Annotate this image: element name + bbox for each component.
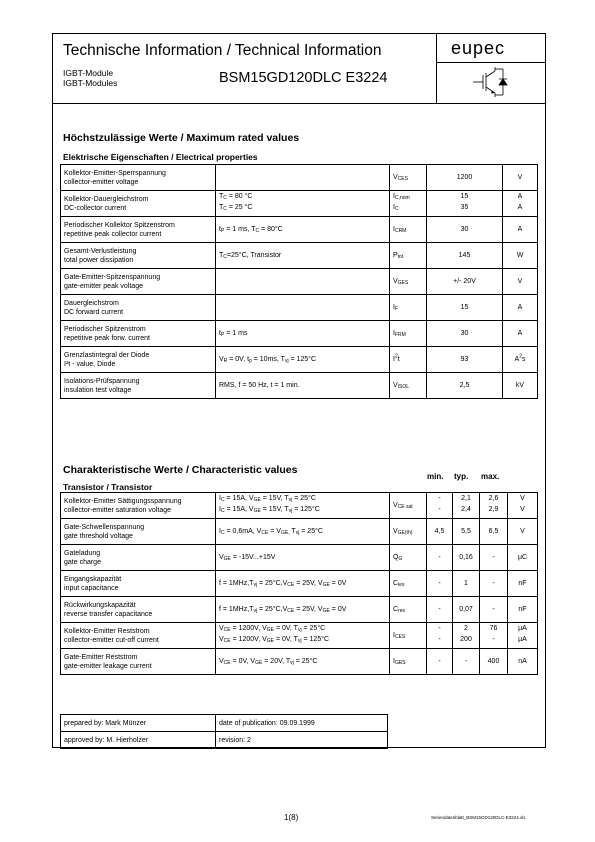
typ-value: 0,07 <box>453 597 480 623</box>
max-row <box>61 191 538 217</box>
module-category-de: IGBT-Module <box>63 68 114 78</box>
min-value: 4,5 <box>427 519 453 545</box>
max-value: - <box>480 545 508 571</box>
symbol: $I_{CES}$ <box>390 623 427 649</box>
symbol: $I^2t$ <box>390 347 427 373</box>
unit: nA <box>508 649 538 675</box>
conditions: $I_C = 15A$, $V_{GE} = 15V$, $T_{vj} = 25^\circ C$ $I_C = 15A$, $V_{GE} = 15V$, $T_{vj} = 125^\circ C$ <box>216 493 390 519</box>
date-of-publication: date of publication: 09.09.1999 <box>216 715 388 732</box>
symbol: $I_{CRM}$ <box>390 217 427 243</box>
logo-box <box>436 34 545 104</box>
unit: V <box>503 269 538 295</box>
value: 30 <box>427 321 503 347</box>
parameter-label: Dauergleichstrom DC forward current <box>61 295 216 321</box>
conditions: $t_P = 1$ ms, $T_C = 80^\circ C$ <box>216 217 390 243</box>
value: 30 <box>427 217 503 243</box>
conditions: $V_{GE} = -15V...+15V$ <box>216 545 390 571</box>
symbol: $V_{CES}$ <box>390 165 427 191</box>
unit: A <box>503 217 538 243</box>
parameter-label: Gesamt-Verlustleistung total power dissipation <box>61 243 216 269</box>
igbt-symbol-icon <box>473 67 509 97</box>
max-value: - <box>480 597 508 623</box>
symbol: $I_{C,nom}$ $I_C$ <box>390 191 427 217</box>
characteristic-row <box>61 519 538 545</box>
characteristic-row <box>61 623 538 649</box>
page-frame <box>52 33 546 748</box>
header-typ: typ. <box>454 472 469 481</box>
characteristic-row <box>61 545 538 571</box>
symbol: $I_F$ <box>390 295 427 321</box>
unit: V <box>508 519 538 545</box>
unit: A A <box>503 191 538 217</box>
max-row <box>61 269 538 295</box>
symbol: $V_{GE(th)}$ <box>390 519 427 545</box>
file-reference: Seriendatenblatt_BSM15GD120DLC-E3224.xls <box>431 815 526 820</box>
conditions: $I_C = 0,6mA$, $V_{CE} = V_{GE,}$ $T_{vj} = 25^\circ C$ <box>216 519 390 545</box>
header-rule <box>53 103 545 104</box>
typ-value: 5,5 <box>453 519 480 545</box>
symbol: $C_{ies}$ <box>390 571 427 597</box>
max-value: - <box>480 571 508 597</box>
value: 1200 <box>427 165 503 191</box>
conditions <box>216 295 390 321</box>
parameter-label: Eingangskapazität input capacitance <box>61 571 216 597</box>
document-title: Technische Information / Technical Information <box>63 42 382 59</box>
min-value: - - <box>427 493 453 519</box>
transistor-subtitle: Transistor / Transistor <box>63 482 153 492</box>
symbol: $I_{FRM}$ <box>390 321 427 347</box>
conditions: $f = 1MHz,T_{vj} = 25^\circ C,V_{CE} = 25V$, $V_{GE} = 0V$ <box>216 597 390 623</box>
value: 15 35 <box>427 191 503 217</box>
unit: W <box>503 243 538 269</box>
max-row <box>61 347 538 373</box>
min-value: - - <box>427 623 453 649</box>
max-ratings-title: Höchstzulässige Werte / Maximum rated values <box>63 132 300 144</box>
max-row <box>61 295 538 321</box>
symbol: $V_{GES}$ <box>390 269 427 295</box>
module-type: BSM15GD120DLC E3224 <box>219 70 388 86</box>
parameter-label: Kollektor-Emitter Sättigungsspannung collector-emitter saturation voltage <box>61 493 216 519</box>
max-row <box>61 217 538 243</box>
conditions: $V_{CE} = 0V$, $V_{GE} = 20V$, $T_{vj} = 25^\circ C$ <box>216 649 390 675</box>
conditions: $V_{CE} = 1200V$, $V_{GE} = 0V$, $T_{vj} = 25^\circ C$ $V_{CE} = 1200V$, $V_{GE} = 0V$, $T_{vj} = 125^\circ C$ <box>216 623 390 649</box>
max-row <box>61 165 538 191</box>
symbol: $I_{GES}$ <box>390 649 427 675</box>
min-value: - <box>427 597 453 623</box>
characteristic-table <box>60 492 538 675</box>
min-value: - <box>427 571 453 597</box>
unit: A <box>503 295 538 321</box>
unit: kV <box>503 373 538 399</box>
unit: A <box>503 321 538 347</box>
parameter-label: Periodischer Kollektor Spitzenstrom repetitive peak collector current <box>61 217 216 243</box>
header-max: max. <box>481 472 500 481</box>
characteristic-title: Charakteristische Werte / Characteristic values <box>63 464 298 476</box>
logo-divider <box>437 62 545 63</box>
parameter-label: Kollektor-Emitter Reststrom collector-emitter cut-off current <box>61 623 216 649</box>
approved-by: approved by: M. Hierholzer <box>61 732 216 749</box>
conditions <box>216 269 390 295</box>
typ-value: 0,16 <box>453 545 480 571</box>
unit: µA µA <box>508 623 538 649</box>
typ-value: 2,1 2,4 <box>453 493 480 519</box>
conditions: $V_R = 0V$, $t_p = 10ms$, $T_{vj} = 125^\circ C$ <box>216 347 390 373</box>
value: +/- 20V <box>427 269 503 295</box>
parameter-label: Isolations-Prüfspannung insulation test voltage <box>61 373 216 399</box>
electrical-properties-title: Elektrische Eigenschaften / Electrical properties <box>63 152 258 162</box>
symbol: $Q_G$ <box>390 545 427 571</box>
parameter-label: Gate-Schwellenspannung gate threshold voltage <box>61 519 216 545</box>
max-ratings-table <box>60 164 538 399</box>
max-row <box>61 243 538 269</box>
value: 145 <box>427 243 503 269</box>
typ-value: - <box>453 649 480 675</box>
unit: V <box>503 165 538 191</box>
unit: V V <box>508 493 538 519</box>
unit: $A^2s$ <box>503 347 538 373</box>
parameter-label: Grenzlastintegral der Diode I²t - value, Diode <box>61 347 216 373</box>
typ-value: 1 <box>453 571 480 597</box>
parameter-label: Kollektor-Emitter-Sperrspannung collector-emitter voltage <box>61 165 216 191</box>
symbol: $V_{ISOL}$ <box>390 373 427 399</box>
module-category-en: IGBT-Modules <box>63 78 118 88</box>
symbol: $P_{tot}$ <box>390 243 427 269</box>
parameter-label: Gateladung gate charge <box>61 545 216 571</box>
conditions: $T_C=25^\circ C$, Transistor <box>216 243 390 269</box>
eupec-logo: eupec <box>451 38 506 58</box>
page-number: 1(8) <box>284 813 299 822</box>
symbol: $C_{res}$ <box>390 597 427 623</box>
min-value: - <box>427 545 453 571</box>
conditions: $T_C = 80$ °C $T_C = 25$ °C <box>216 191 390 217</box>
parameter-label: Kollektor-Dauergleichstrom DC-collector current <box>61 191 216 217</box>
value: 15 <box>427 295 503 321</box>
max-value: 400 <box>480 649 508 675</box>
unit: µC <box>508 545 538 571</box>
conditions: RMS, f = 50 Hz, t = 1 min. <box>216 373 390 399</box>
revision: revision: 2 <box>216 732 388 749</box>
conditions: $t_P = 1$ ms <box>216 321 390 347</box>
max-row <box>61 321 538 347</box>
max-value: 2,6 2,9 <box>480 493 508 519</box>
signature-table <box>60 714 388 749</box>
min-value: - <box>427 649 453 675</box>
max-row <box>61 373 538 399</box>
characteristic-row <box>61 597 538 623</box>
value: 93 <box>427 347 503 373</box>
unit: nF <box>508 597 538 623</box>
module-category <box>63 68 117 88</box>
value: 2,5 <box>427 373 503 399</box>
conditions: $f = 1MHz,T_{vj} = 25^\circ C,V_{CE} = 25V$, $V_{GE} = 0V$ <box>216 571 390 597</box>
conditions <box>216 165 390 191</box>
typ-value: 2 200 <box>453 623 480 649</box>
parameter-label: Rückwirkungskapazität reverse transfer capacitance <box>61 597 216 623</box>
parameter-label: Periodischer Spitzenstrom repetitive peak forw. current <box>61 321 216 347</box>
header-min: min. <box>427 472 444 481</box>
max-value: 76 - <box>480 623 508 649</box>
symbol: $V_{CE sat}$ <box>390 493 427 519</box>
parameter-label: Gate-Emitter-Spitzenspannung gate-emitter peak voltage <box>61 269 216 295</box>
unit: nF <box>508 571 538 597</box>
characteristic-row <box>61 571 538 597</box>
parameter-label: Gate-Emitter Reststrom gate-emitter leakage current <box>61 649 216 675</box>
characteristic-row <box>61 493 538 519</box>
prepared-by: prepared by: Mark Münzer <box>61 715 216 732</box>
max-value: 6,5 <box>480 519 508 545</box>
characteristic-row <box>61 649 538 675</box>
